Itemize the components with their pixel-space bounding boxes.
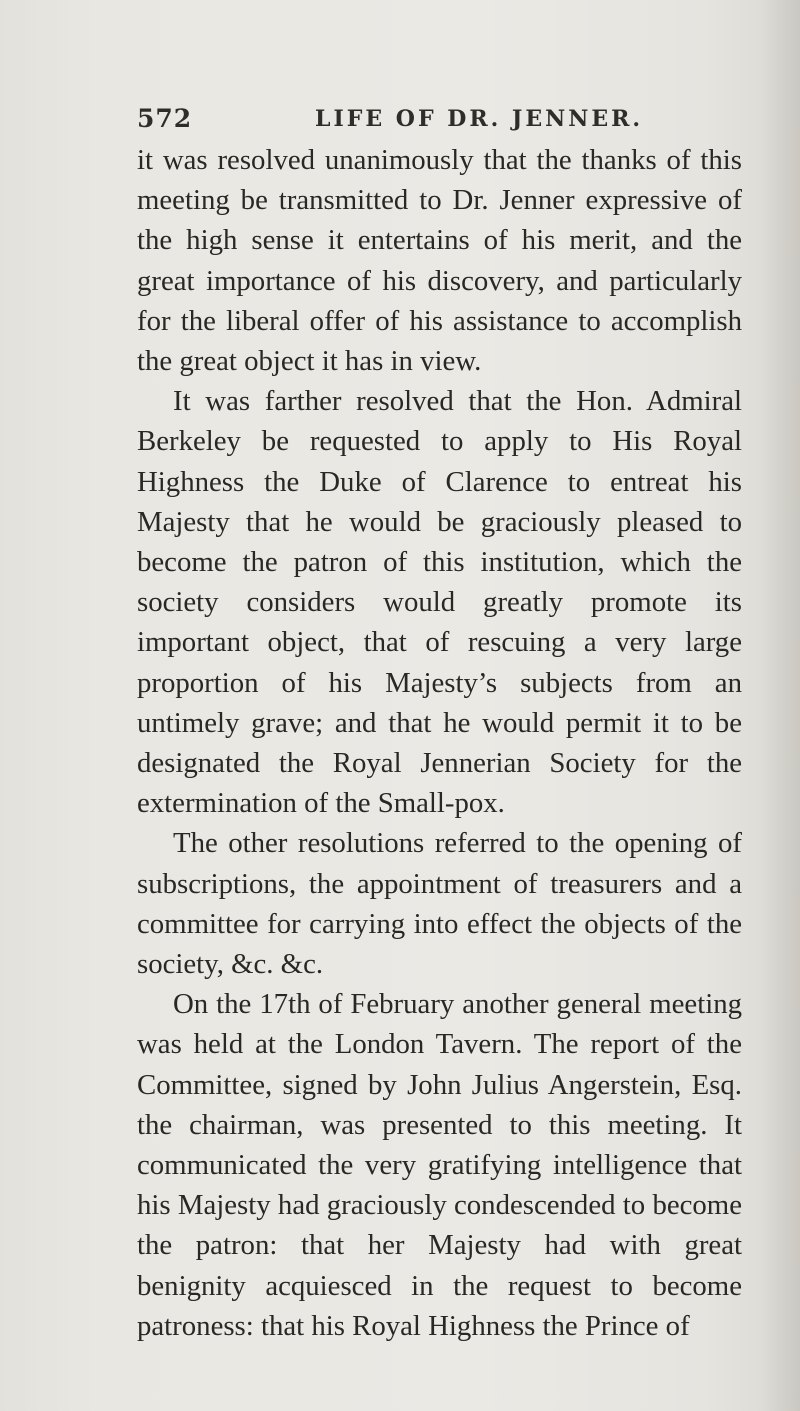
paragraph-general-meeting: On the 17th of February another general meeting was held at the London Tavern. The report of the Committee, signed by John Julius Angerstein, Esq. the chairman, was presented to this meeting. It communicated the very gratifying intelligence that his Majesty had graciously condescended to become the patron: that her Majesty had with great benignity acquiesced in the request to become patroness: that his Royal Highness the Prince of — [137, 988, 742, 1342]
page-edge-shadow — [760, 0, 800, 1411]
running-title: LIFE OF DR. JENNER. — [315, 106, 644, 132]
running-head — [137, 104, 717, 144]
paragraph-other-resolutions: The other resolutions referred to the opening of subscriptions, the appointment of treasurers and a committee for carrying into effect the objects of the society, &c. &c. — [137, 827, 742, 981]
paragraph-resolution-thanks: it was resolved unanimously that the thanks of this meeting be transmitted to Dr. Jenner expressive of the high sense it entertains of his merit, and the great importance of his discovery, and particularly for the liberal offer of his assistance to accomplish the great object it has in view. — [137, 144, 742, 378]
page-number: 572 — [137, 104, 193, 133]
paragraph-resolution-patron: It was farther resolved that the Hon. Admiral Berkeley be requested to apply to His Royal Highness the Duke of Clarence to entreat his Majesty that he would be graciously pleased to become the patron of this institution, which the society considers would greatly promote its important object, that of rescuing a very large proportion of his Majesty’s subjects from an untimely grave; and that he would permit it to be designated the Royal Jennerian Society for the extermination of the Small-pox. — [137, 385, 742, 820]
body-text — [137, 140, 742, 1346]
